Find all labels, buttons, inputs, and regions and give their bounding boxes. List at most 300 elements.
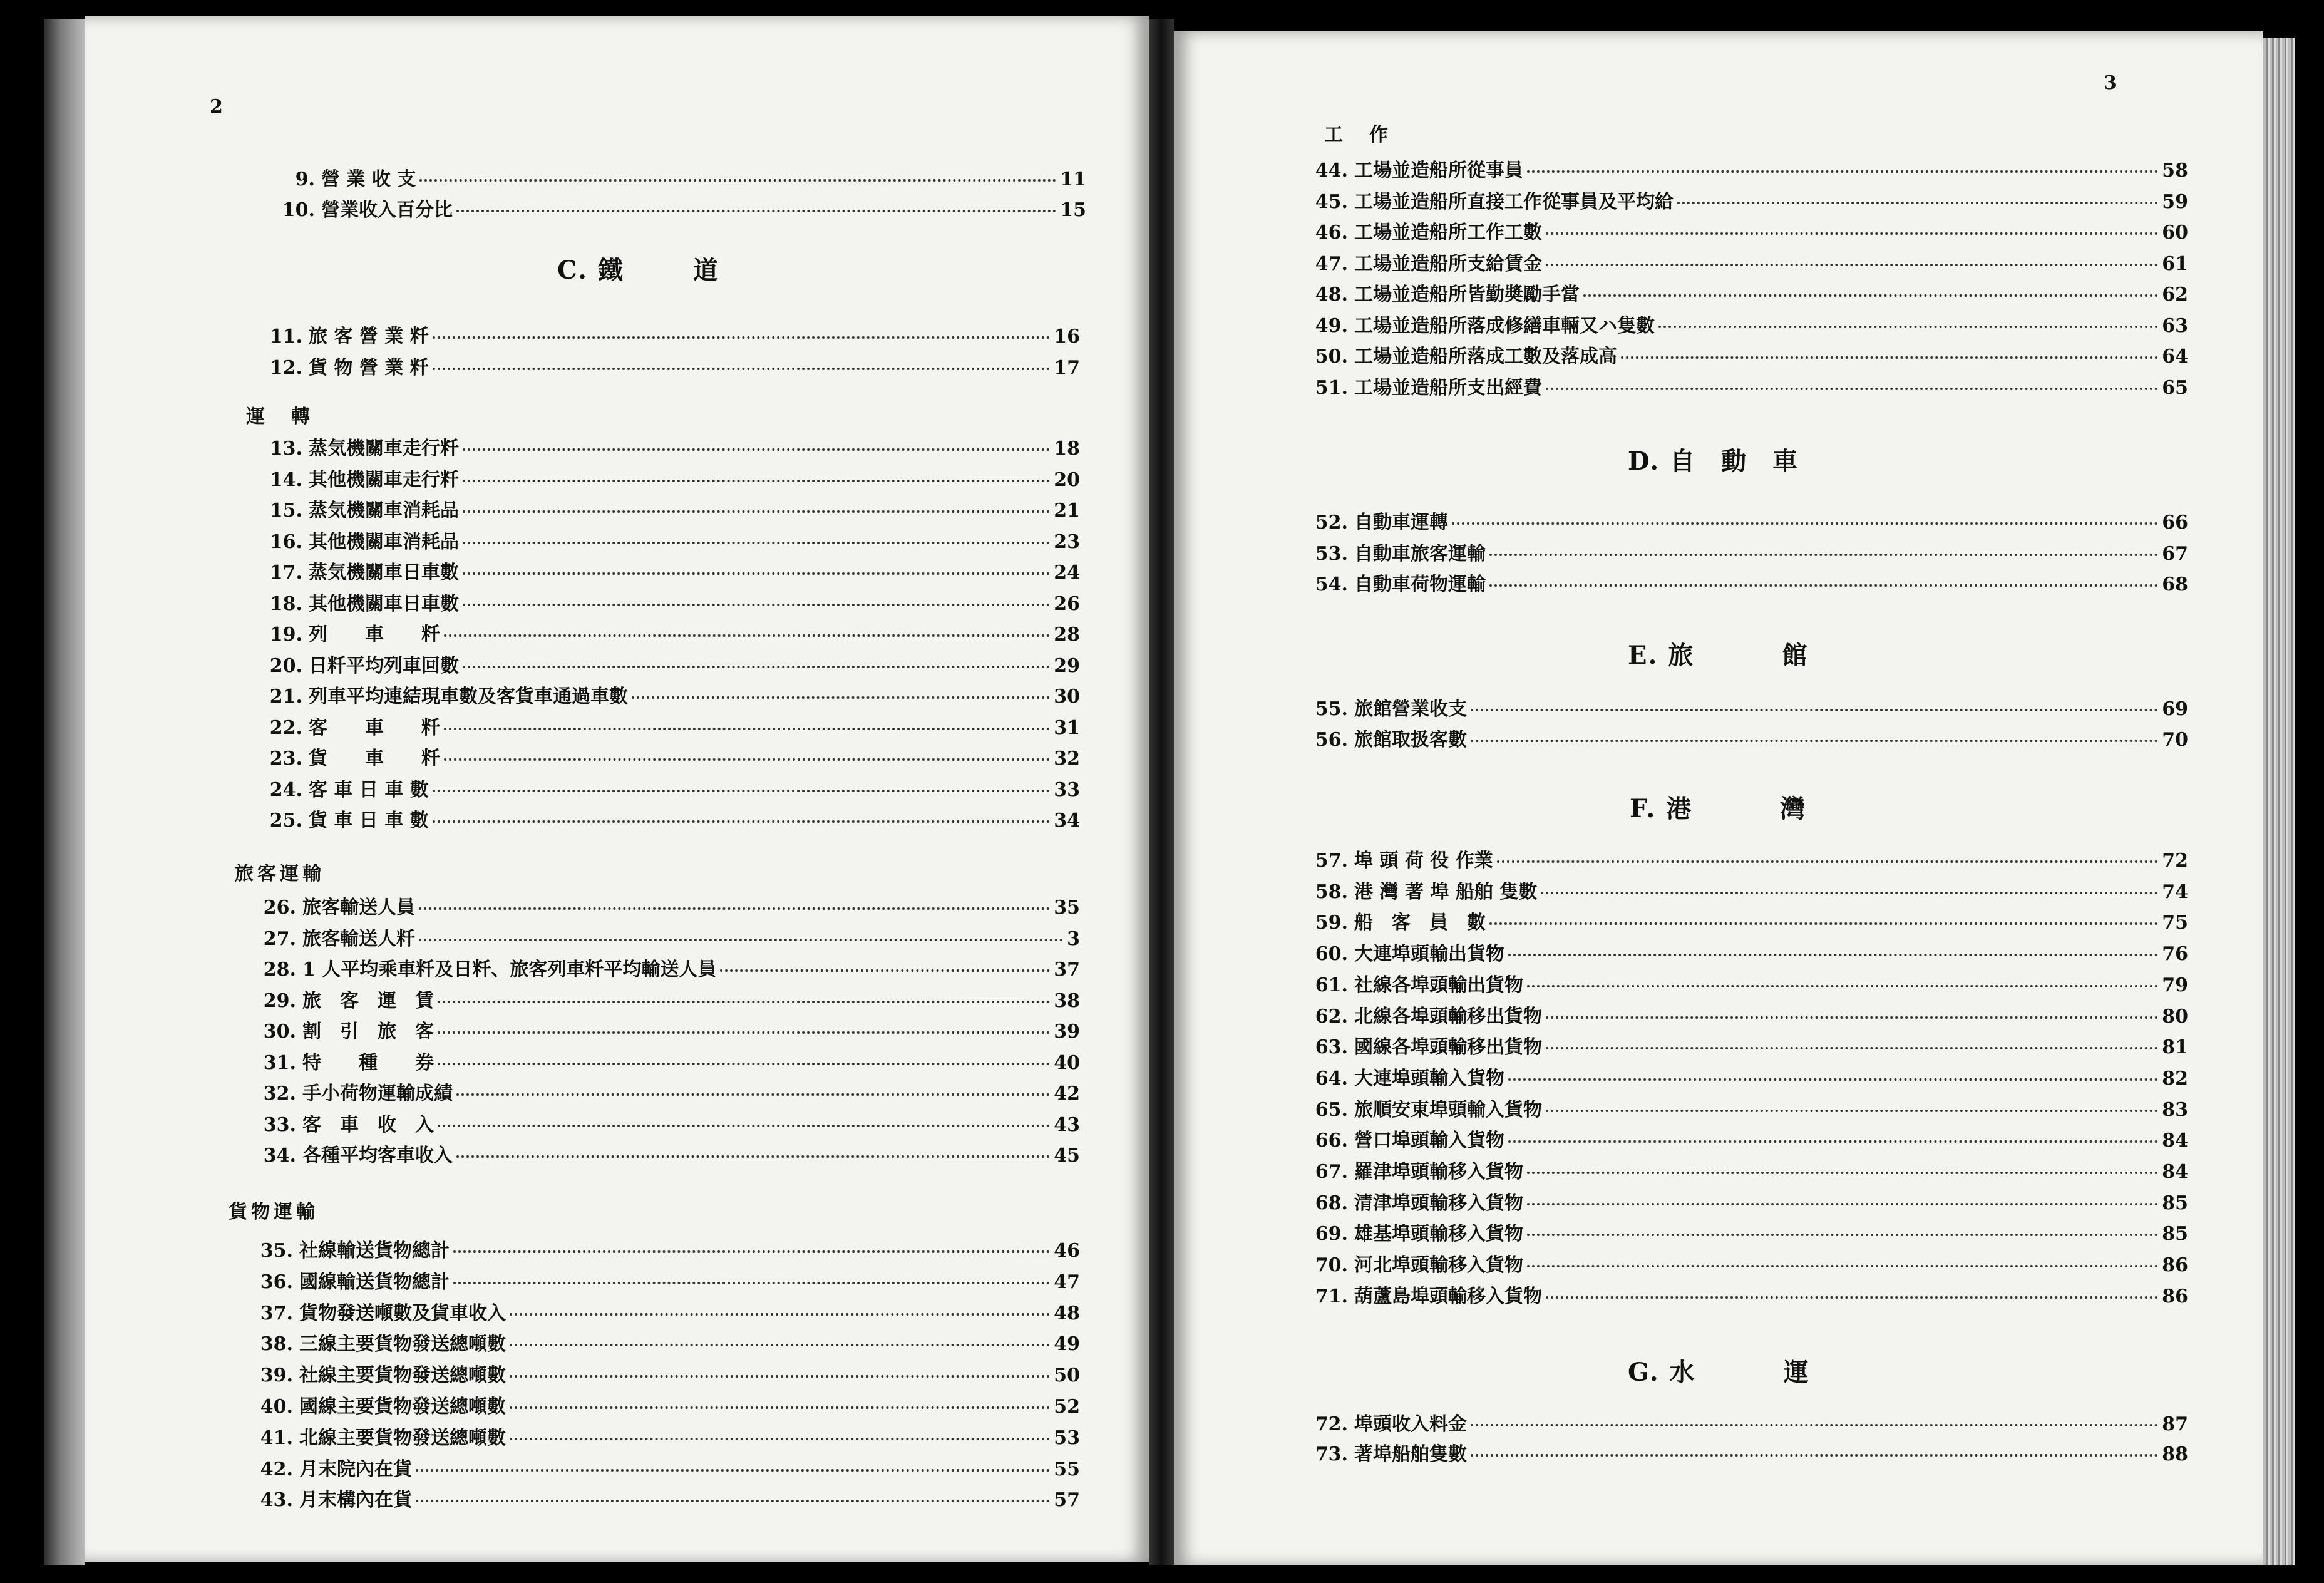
entry-number: 62. [1315, 1005, 1348, 1028]
entry-number: 27. [263, 927, 296, 950]
entry-title: 旅客輸送人粁 [302, 927, 415, 950]
entry-number: 38. [260, 1333, 293, 1356]
entry-page: 46 [1054, 1240, 1080, 1262]
dot-leader [1546, 1047, 2158, 1049]
section-letter: G. [1628, 1358, 1660, 1387]
toc-entry [1299, 1191, 2188, 1216]
dot-leader [1546, 388, 2158, 390]
entry-title: 船 客 員 數 [1354, 912, 1486, 934]
entry-title: 國線輸送貨物總計 [299, 1271, 450, 1293]
entry-number: 46. [1315, 222, 1348, 244]
section-title-part: 車 [1772, 446, 1799, 476]
entry-page: 84 [2162, 1130, 2188, 1152]
entry-title: 國線主要貨物發送總噸數 [299, 1396, 506, 1418]
entry-number: 48. [1315, 284, 1348, 306]
dot-leader [1508, 1078, 2158, 1081]
entry-number: 13. [269, 438, 302, 460]
toc-entry [254, 498, 1080, 523]
toc-entry [244, 1363, 1080, 1388]
page-number: 3 [2104, 72, 2117, 94]
section-title-part: 館 [1782, 641, 1809, 670]
entry-page: 58 [2162, 160, 2188, 182]
dot-leader [433, 790, 1050, 792]
entry-title: 三線主要貨物發送總噸數 [299, 1333, 506, 1356]
dot-leader [444, 728, 1050, 730]
dot-leader [438, 1031, 1050, 1034]
toc-entry [1299, 314, 2188, 339]
toc-entry [254, 622, 1080, 647]
entry-page: 84 [2162, 1161, 2188, 1183]
toc-entry [1299, 1004, 2188, 1029]
book-gutter [1149, 19, 1174, 1565]
entry-page: 57 [1054, 1489, 1080, 1512]
entry-number: 57. [1315, 850, 1348, 872]
entry-page: 34 [1054, 810, 1080, 832]
entry-page: 11 [1060, 168, 1086, 190]
entry-title: 工場並造船所支給賃金 [1354, 252, 1542, 275]
entry-number: 16. [269, 530, 302, 553]
toc-entry [1299, 190, 2188, 215]
entry-page: 88 [2162, 1443, 2188, 1465]
entry-page: 66 [2162, 512, 2188, 534]
dot-leader [1489, 554, 2158, 556]
toc-entry [1299, 1412, 2188, 1437]
entry-number: 31. [263, 1051, 296, 1074]
entry-page: 26 [1054, 592, 1080, 615]
dot-leader [438, 1125, 1050, 1127]
book-left-edge [44, 19, 85, 1565]
entry-title: 1 人平均乘車粁及日粁、旅客列車粁平均輸送人員 [302, 959, 717, 981]
toc-entry [247, 927, 1080, 952]
entry-page: 3 [1067, 927, 1080, 950]
dot-leader [456, 210, 1056, 212]
entry-page: 82 [2162, 1067, 2188, 1090]
entry-title: 客 車 收 入 [302, 1113, 434, 1136]
dot-leader [1489, 584, 2158, 587]
group-heading-freight: 貨物運輸 [229, 1201, 319, 1223]
entry-page: 32 [1054, 748, 1080, 770]
toc-entry [1299, 1160, 2188, 1185]
entry-page: 72 [2162, 850, 2188, 872]
entry-page: 62 [2162, 284, 2188, 306]
dot-leader [510, 1375, 1050, 1378]
entry-title: 旅 客 運 賃 [302, 989, 434, 1012]
toc-entry [1299, 282, 2188, 307]
dot-leader [1546, 1296, 2158, 1299]
toc-entry [1299, 1098, 2188, 1123]
entry-number: 61. [1315, 974, 1348, 996]
dot-leader [1546, 1110, 2158, 1112]
entry-page: 67 [2162, 542, 2188, 565]
toc-entry [254, 592, 1080, 617]
entry-number: 69. [1315, 1223, 1348, 1245]
dot-leader [444, 758, 1050, 761]
entry-page: 76 [2162, 943, 2188, 966]
toc-entry [1299, 510, 2188, 535]
toc-entry [254, 808, 1080, 833]
toc-entry [244, 1239, 1080, 1264]
toc-entry [1299, 158, 2188, 183]
entry-title: 蒸気機關車走行粁 [309, 438, 459, 460]
section-g-heading [1628, 1353, 1810, 1388]
group-heading-transport: 運 轉 [246, 406, 314, 428]
dot-leader [1471, 709, 2158, 711]
entry-page: 18 [1054, 438, 1080, 460]
section-letter: F. [1630, 794, 1657, 823]
dot-leader [510, 1406, 1050, 1409]
entry-title: 日粁平均列車回數 [309, 654, 459, 677]
entry-page: 33 [1054, 778, 1080, 801]
dot-leader [1489, 922, 2158, 925]
entry-title: 其他機關車走行粁 [309, 468, 459, 491]
toc-entry [266, 167, 1086, 192]
entry-page: 85 [2162, 1223, 2188, 1245]
dot-leader [1658, 326, 2158, 328]
entry-title: 蒸気機關車日車數 [309, 562, 459, 584]
section-title-part: 旅 [1668, 641, 1695, 670]
entry-title: 旅順安東埠頭輸入貨物 [1354, 1098, 1542, 1121]
entry-number: 42. [260, 1458, 293, 1480]
toc-entry [1299, 376, 2188, 401]
dot-leader [416, 1500, 1050, 1502]
entry-title: 工場並造船所皆勤奬勵手當 [1354, 284, 1580, 306]
entry-page: 80 [2162, 1005, 2188, 1028]
group-heading-works: 工 作 [1324, 124, 1392, 146]
entry-title: 清津埠頭輸移入貨物 [1354, 1192, 1523, 1214]
entry-page: 42 [1054, 1083, 1080, 1105]
dot-leader [463, 510, 1050, 513]
entry-number: 9. [295, 168, 315, 190]
entry-title: 北線各埠頭輸移出貨物 [1354, 1005, 1542, 1028]
entry-number: 70. [1315, 1254, 1348, 1277]
dot-leader [1471, 740, 2158, 742]
entry-page: 50 [1054, 1364, 1080, 1387]
entry-number: 22. [269, 716, 302, 739]
section-letter: D. [1628, 446, 1660, 476]
entry-page: 30 [1054, 686, 1080, 708]
entry-title: 羅津埠頭輸移入貨物 [1354, 1161, 1523, 1183]
dot-leader [444, 634, 1050, 637]
section-d-heading [1628, 441, 1799, 477]
right-page [1174, 31, 2263, 1565]
entry-number: 23. [269, 748, 302, 770]
toc-entry [1299, 344, 2188, 369]
section-f-heading [1630, 789, 1806, 825]
entry-number: 33. [263, 1113, 296, 1136]
entry-number: 26. [263, 897, 296, 919]
toc-entry [244, 1488, 1080, 1513]
toc-entry [1299, 728, 2188, 753]
page-number: 2 [210, 96, 223, 118]
dot-leader [438, 1063, 1050, 1065]
entry-page: 55 [1054, 1458, 1080, 1480]
entry-title: 工場並造船所支出經費 [1354, 376, 1542, 399]
dot-leader [438, 1001, 1050, 1003]
dot-leader [463, 480, 1050, 482]
entry-title: 營 業 收 支 [321, 168, 416, 190]
entry-page: 86 [2162, 1285, 2188, 1307]
toc-entry [266, 198, 1086, 223]
section-e-heading [1628, 636, 1808, 671]
entry-page: 28 [1054, 624, 1080, 646]
entry-title: 客 車 日 車 數 [309, 778, 429, 801]
entry-title: 月末院內在貨 [299, 1458, 412, 1480]
entry-page: 40 [1054, 1051, 1080, 1074]
entry-page: 83 [2162, 1098, 2188, 1121]
dot-leader [419, 907, 1050, 910]
toc-entry [1299, 1284, 2188, 1309]
entry-page: 49 [1054, 1333, 1080, 1356]
entry-number: 53. [1315, 542, 1348, 565]
toc-entry [247, 1019, 1080, 1044]
dot-leader [1471, 1424, 2158, 1426]
dot-leader [1527, 1203, 2158, 1205]
entry-number: 52. [1315, 512, 1348, 534]
entry-number: 58. [1315, 880, 1348, 903]
entry-page: 17 [1054, 357, 1080, 379]
dot-leader [453, 1282, 1050, 1284]
entry-title: 貨物發送噸數及貨車收入 [299, 1302, 506, 1324]
dot-leader [510, 1313, 1050, 1316]
entry-number: 67. [1315, 1161, 1348, 1183]
dot-leader [463, 572, 1050, 575]
entry-title: 貨 車 粁 [309, 748, 440, 770]
entry-number: 35. [260, 1240, 293, 1262]
entry-page: 74 [2162, 880, 2188, 903]
entry-page: 79 [2162, 974, 2188, 996]
section-title-part: 自 [1670, 446, 1697, 476]
section-title-part: 動 [1721, 446, 1748, 476]
toc-entry [1299, 1442, 2188, 1467]
entry-number: 41. [260, 1426, 293, 1449]
entry-number: 71. [1315, 1285, 1348, 1307]
dot-leader [1508, 1140, 2158, 1143]
dot-leader [463, 666, 1050, 668]
entry-title: 旅 客 營 業 粁 [309, 326, 429, 348]
toc-entry [244, 1457, 1080, 1482]
toc-entry [254, 530, 1080, 555]
toc-entry [1299, 942, 2188, 967]
entry-page: 53 [1054, 1426, 1080, 1449]
entry-page: 15 [1060, 199, 1086, 221]
entry-number: 45. [1315, 190, 1348, 213]
entry-page: 21 [1054, 500, 1080, 522]
entry-title: 工場並造船所直接工作從事員及平均給 [1354, 190, 1674, 213]
entry-title: 大連埠頭輸出貨物 [1354, 943, 1504, 966]
entry-title: 各種平均客車收入 [302, 1145, 453, 1167]
entry-page: 65 [2162, 376, 2188, 399]
entry-number: 12. [269, 357, 302, 379]
entry-number: 24. [269, 778, 302, 801]
entry-page: 86 [2162, 1254, 2188, 1277]
toc-entry [1299, 542, 2188, 567]
dot-leader [1583, 294, 2158, 297]
entry-title: 列 車 粁 [309, 624, 440, 646]
entry-number: 59. [1315, 912, 1348, 934]
toc-entry [1299, 572, 2188, 597]
dot-leader [433, 368, 1050, 370]
dot-leader [433, 820, 1050, 823]
entry-page: 85 [2162, 1192, 2188, 1214]
book-right-edge [2263, 38, 2295, 1565]
dot-leader [1452, 522, 2158, 525]
entry-title: 蒸気機關車消耗品 [309, 500, 459, 522]
toc-entry [244, 1301, 1080, 1326]
entry-page: 81 [2162, 1036, 2188, 1059]
entry-page: 52 [1054, 1396, 1080, 1418]
entry-number: 64. [1315, 1067, 1348, 1090]
toc-entry [254, 356, 1080, 381]
dot-leader [720, 969, 1050, 972]
toc-entry [247, 1143, 1080, 1168]
entry-page: 63 [2162, 314, 2188, 337]
dot-leader [419, 179, 1056, 182]
toc-entry [247, 895, 1080, 920]
entry-title: 工場並造船所落成工數及落成高 [1354, 346, 1617, 368]
toc-entry [247, 1081, 1080, 1106]
entry-title: 手小荷物運輸成績 [302, 1083, 453, 1105]
dot-leader [1546, 264, 2158, 266]
toc-entry [1299, 1253, 2188, 1278]
entry-title: 特 種 券 [302, 1051, 434, 1074]
toc-entry [254, 436, 1080, 461]
entry-title: 自動車旅客運輸 [1354, 542, 1486, 565]
dot-leader [463, 542, 1050, 544]
entry-number: 37. [260, 1302, 293, 1324]
dot-leader [510, 1344, 1050, 1346]
entry-title: 貨 車 日 車 數 [309, 810, 429, 832]
dot-leader [456, 1155, 1050, 1158]
entry-page: 68 [2162, 574, 2188, 596]
toc-entry [247, 1113, 1080, 1138]
entry-title: 自動車運轉 [1354, 512, 1448, 534]
dot-leader [1527, 985, 2158, 987]
toc-entry [1299, 697, 2188, 722]
entry-title: 貨 物 營 業 粁 [309, 357, 429, 379]
section-title-part: 水 [1669, 1358, 1696, 1387]
entry-number: 18. [269, 592, 302, 615]
dot-leader [453, 1250, 1050, 1253]
entry-number: 49. [1315, 314, 1348, 337]
entry-page: 24 [1054, 562, 1080, 584]
entry-title: 客 車 粁 [309, 716, 440, 739]
entry-title: 北線主要貨物發送總噸數 [299, 1426, 506, 1449]
entry-number: 34. [263, 1145, 296, 1167]
entry-number: 43. [260, 1489, 293, 1512]
toc-entry [247, 957, 1080, 982]
entry-number: 47. [1315, 252, 1348, 275]
entry-title: 雄基埠頭輸移入貨物 [1354, 1223, 1523, 1245]
toc-entry [244, 1395, 1080, 1420]
entry-title: 營業收入百分比 [321, 199, 453, 221]
dot-leader [1497, 860, 2158, 863]
entry-number: 55. [1315, 698, 1348, 720]
dot-leader [1677, 202, 2158, 204]
entry-title: 港 灣 著 埠 船舶 隻數 [1354, 880, 1538, 903]
entry-page: 20 [1054, 468, 1080, 491]
section-title-part: 港 [1666, 794, 1693, 823]
entry-page: 47 [1054, 1271, 1080, 1293]
toc-entry [244, 1332, 1080, 1357]
dot-leader [1471, 1454, 2158, 1457]
dot-leader [1546, 1016, 2158, 1019]
entry-page: 37 [1054, 959, 1080, 981]
dot-leader [510, 1438, 1050, 1440]
dot-leader [1527, 1172, 2158, 1174]
entry-page: 29 [1054, 654, 1080, 677]
toc-entry [254, 746, 1080, 771]
entry-number: 11. [269, 326, 302, 348]
entry-page: 59 [2162, 190, 2188, 213]
entry-title: 大連埠頭輸入貨物 [1354, 1067, 1504, 1090]
group-heading-passenger: 旅客運輸 [235, 863, 325, 885]
entry-number: 25. [269, 810, 302, 832]
entry-number: 14. [269, 468, 302, 491]
section-title-part: 灣 [1780, 794, 1807, 823]
entry-number: 50. [1315, 346, 1348, 368]
toc-entry [1299, 1222, 2188, 1247]
section-c-heading [557, 250, 719, 286]
entry-page: 23 [1054, 530, 1080, 553]
toc-entry [244, 1270, 1080, 1295]
entry-number: 40. [260, 1396, 293, 1418]
toc-entry [254, 468, 1080, 493]
entry-number: 28. [263, 959, 296, 981]
toc-entry [254, 684, 1080, 709]
entry-number: 10. [282, 199, 315, 221]
left-page [85, 16, 1149, 1562]
toc-entry [1299, 910, 2188, 936]
entry-title: 著埠船舶隻數 [1354, 1443, 1467, 1465]
dot-leader [1541, 892, 2158, 894]
section-title-part: 運 [1783, 1358, 1810, 1387]
dot-leader [1527, 1234, 2158, 1236]
toc-entry [244, 1426, 1080, 1451]
toc-entry [1299, 1035, 2188, 1060]
entry-title: 工場並造船所工作工數 [1354, 222, 1542, 244]
entry-page: 38 [1054, 989, 1080, 1012]
dot-leader [416, 1469, 1050, 1472]
entry-page: 64 [2162, 346, 2188, 368]
toc-entry [254, 716, 1080, 741]
entry-page: 31 [1054, 716, 1080, 739]
entry-page: 87 [2162, 1413, 2188, 1435]
dot-leader [463, 604, 1050, 606]
entry-title: 葫蘆島埠頭輸移入貨物 [1354, 1285, 1542, 1307]
entry-number: 30. [263, 1021, 296, 1043]
entry-page: 16 [1054, 326, 1080, 348]
entry-number: 17. [269, 562, 302, 584]
dot-leader [463, 448, 1050, 451]
entry-title: 工場並造船所落成修繕車輛又ハ隻數 [1354, 314, 1655, 337]
toc-entry [1299, 220, 2188, 245]
entry-number: 60. [1315, 943, 1348, 966]
dot-leader [1621, 356, 2158, 359]
entry-page: 75 [2162, 912, 2188, 934]
section-title-part: 鐵 [598, 255, 624, 285]
entry-number: 73. [1315, 1443, 1348, 1465]
toc-entry [254, 560, 1080, 585]
entry-page: 39 [1054, 1021, 1080, 1043]
entry-number: 56. [1315, 729, 1348, 751]
entry-page: 43 [1054, 1113, 1080, 1136]
entry-number: 29. [263, 989, 296, 1012]
toc-entry [247, 1051, 1080, 1076]
entry-title: 旅客輸送人員 [302, 897, 415, 919]
entry-number: 54. [1315, 574, 1348, 596]
toc-entry [254, 778, 1080, 803]
toc-entry [247, 989, 1080, 1014]
